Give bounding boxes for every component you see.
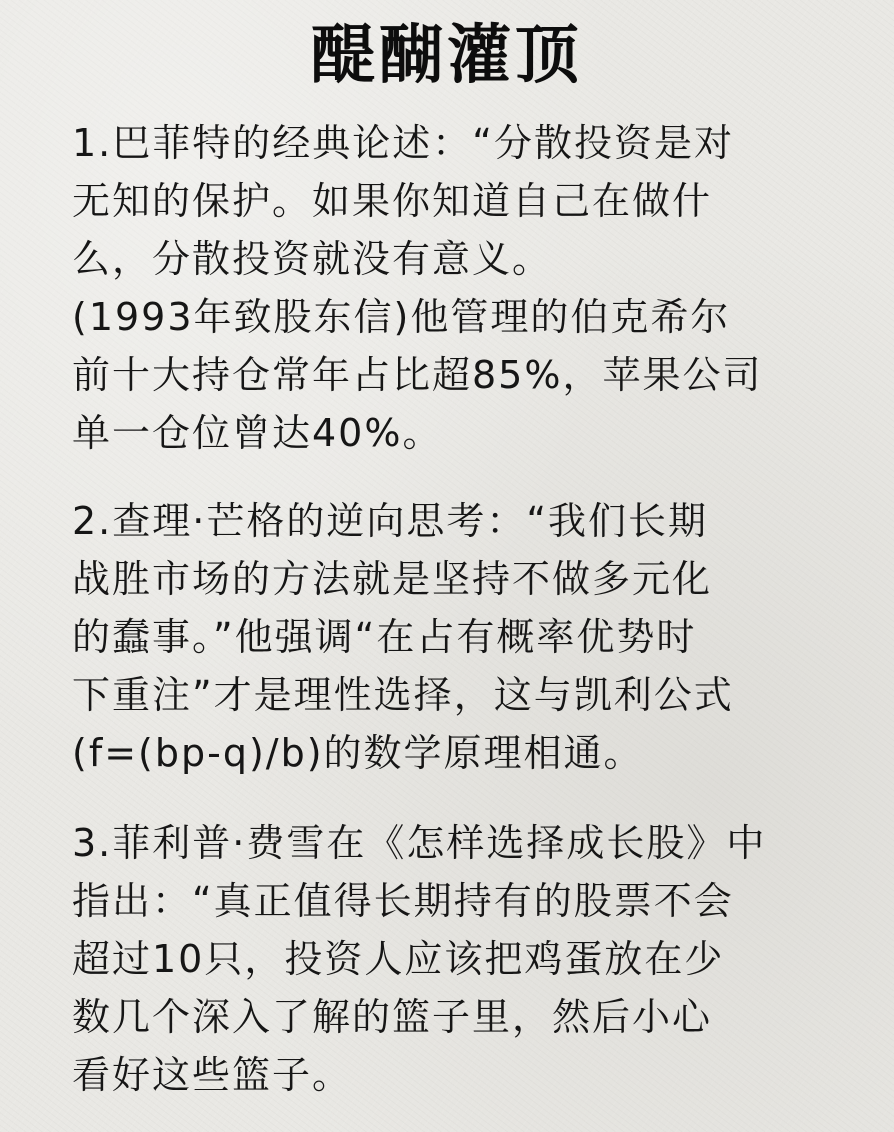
section-buffett-quote bbox=[72, 114, 812, 462]
paragraph-line: 指出：“真正值得长期持有的股票不会 bbox=[72, 879, 734, 923]
paragraph-line: (1993年致股东信)他管理的伯克希尔 bbox=[72, 295, 731, 339]
section-fisher-quote bbox=[72, 814, 812, 1104]
paragraph-line: (f=(bp-q)/b)的数学原理相通。 bbox=[72, 731, 644, 775]
paragraph-line: 的蠢事。”他强调“在占有概率优势时 bbox=[72, 615, 697, 659]
paragraph-line: 么，分散投资就没有意义。 bbox=[72, 237, 553, 281]
paragraph-line: 数几个深入了解的篮子里，然后小心 bbox=[72, 995, 713, 1039]
paragraph-line: 1.巴菲特的经典论述：“分散投资是对 bbox=[72, 121, 734, 165]
paragraph-line: 前十大持仓常年占比超85%，苹果公司 bbox=[72, 353, 763, 397]
paragraph-line: 2.查理·芒格的逆向思考：“我们长期 bbox=[72, 499, 709, 543]
paragraph-line: 3.菲利普·费雪在《怎样选择成长股》中 bbox=[72, 821, 767, 865]
paragraph-line: 战胜市场的方法就是坚持不做多元化 bbox=[72, 557, 713, 601]
paragraph-line: 单一仓位曾达40%。 bbox=[72, 411, 443, 455]
paragraph-line: 看好这些篮子。 bbox=[72, 1053, 353, 1097]
page-title: 醍醐灌顶 bbox=[311, 19, 583, 93]
paragraph-line: 下重注”才是理性选择，这与凯利公式 bbox=[72, 673, 734, 717]
paragraph-line: 超过10只，投资人应该把鸡蛋放在少 bbox=[72, 937, 725, 981]
section-munger-quote bbox=[72, 492, 812, 782]
paragraph-line: 无知的保护。如果你知道自己在做什 bbox=[72, 179, 713, 223]
